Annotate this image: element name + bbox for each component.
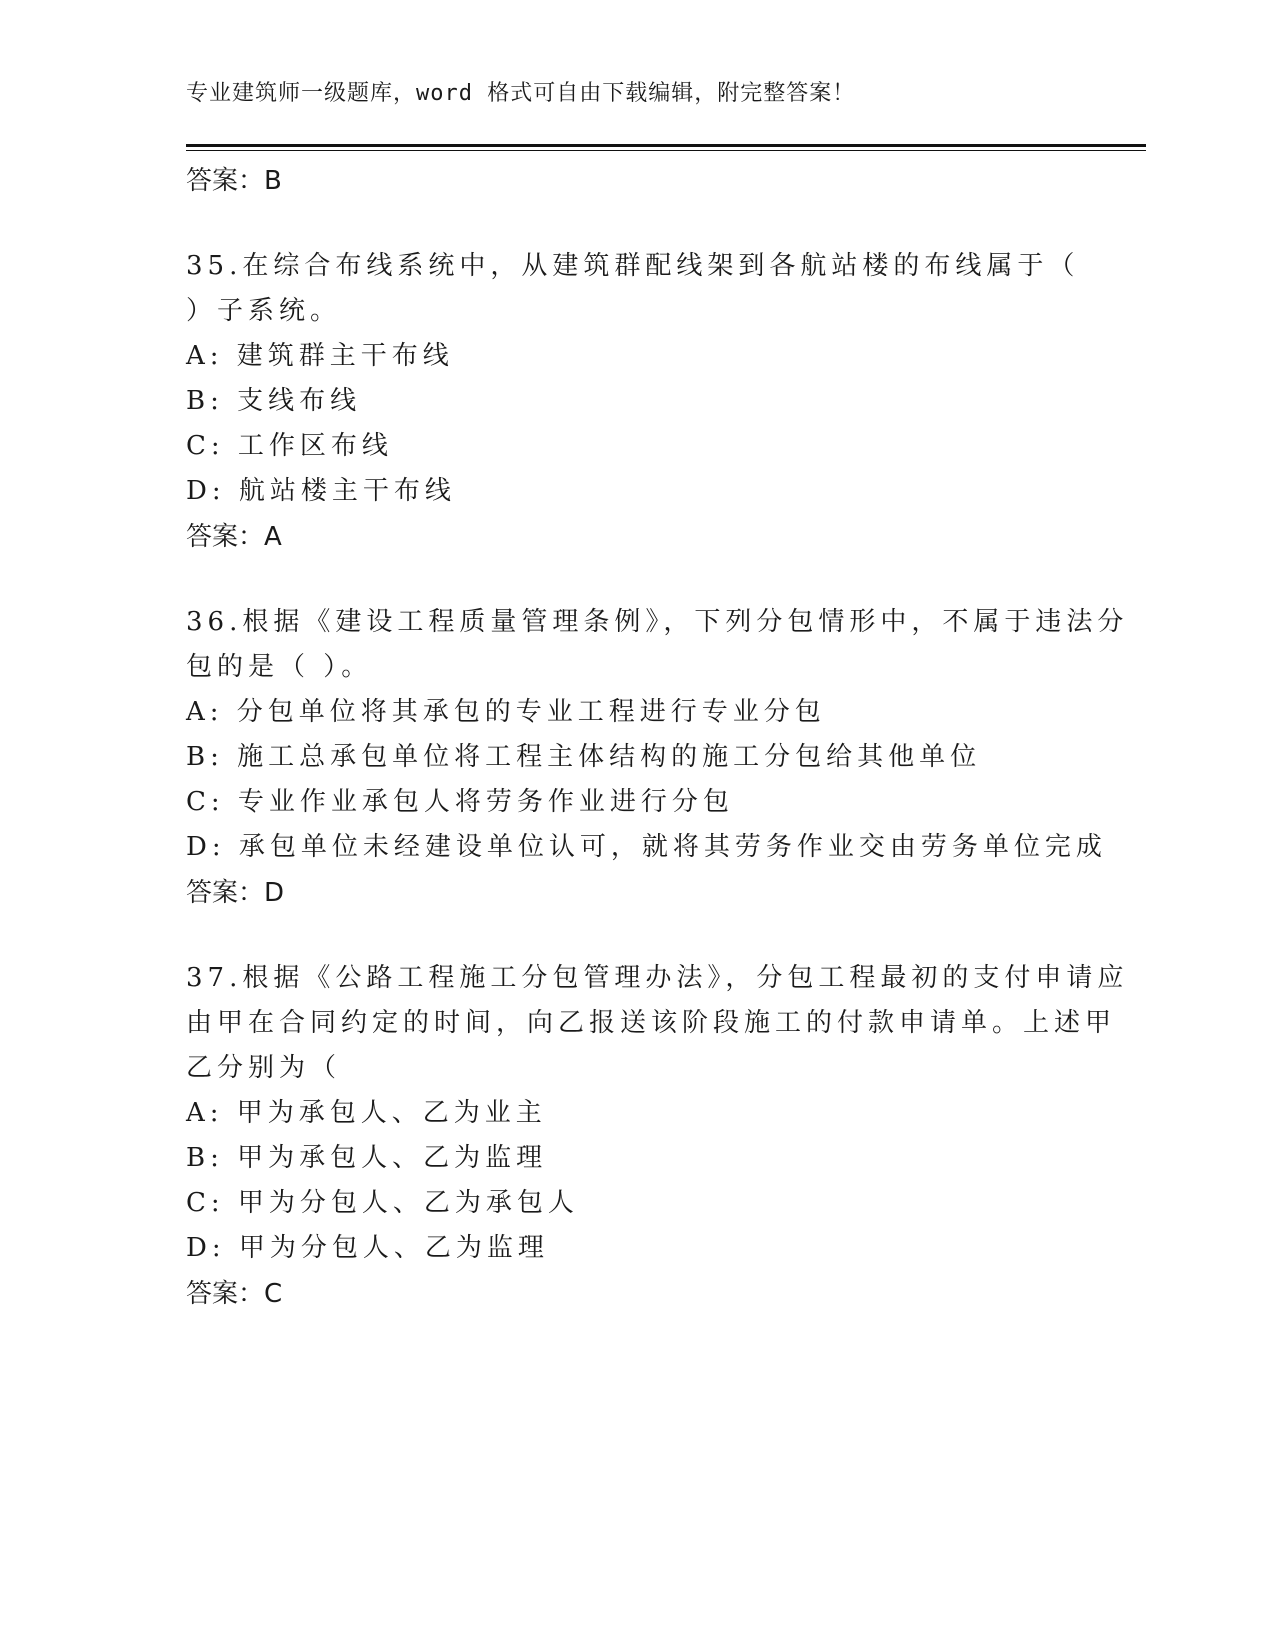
option-b: B: 支线布线 — [186, 386, 362, 416]
option-a: A: 分包单位将其承包的专业工程进行专业分包 — [186, 697, 826, 727]
question-text-line: 36.根据《建设工程质量管理条例》，下列分包情形中，不属于违法分 — [186, 607, 1129, 637]
question-block — [186, 244, 1086, 560]
header-rule-thin — [186, 150, 1146, 151]
option-a: A: 甲为承包人、乙为业主 — [186, 1098, 547, 1128]
question-text-line: 由甲在合同约定的时间，向乙报送该阶段施工的付款申请单。上述甲 — [186, 1008, 1117, 1038]
answer-line: 答案：B — [186, 166, 282, 196]
question-block — [186, 956, 1129, 1317]
option-c: C: 甲为分包人、乙为承包人 — [186, 1188, 579, 1218]
document-body — [186, 158, 1129, 1317]
option-c: C: 工作区布线 — [186, 431, 393, 461]
question-text-line: 包的是（ ）。 — [186, 652, 373, 682]
spacer — [186, 204, 1086, 244]
question-text-line: 乙分别为（ — [186, 1053, 342, 1083]
option-d: D: 甲为分包人、乙为监理 — [186, 1233, 549, 1263]
option-b: B: 施工总承包单位将工程主体结构的施工分包给其他单位 — [186, 742, 982, 772]
question-text-line: 35.在综合布线系统中，从建筑群配线架到各航站楼的布线属于（ — [186, 251, 1080, 281]
spacer — [186, 560, 1086, 600]
page-header: 专业建筑师一级题库，word 格式可自由下载编辑，附完整答案！ — [186, 81, 856, 106]
spacer — [186, 916, 1086, 956]
option-a: A: 建筑群主干布线 — [186, 341, 454, 371]
answer-line: 答案：C — [186, 1279, 283, 1309]
option-b: B: 甲为承包人、乙为监理 — [186, 1143, 548, 1173]
answer-line: 答案：A — [186, 522, 282, 552]
option-d: D: 航站楼主干布线 — [186, 476, 456, 506]
header-rule-thick — [186, 144, 1146, 147]
option-d: D: 承包单位未经建设单位认可，就将其劳务作业交由劳务单位完成 — [186, 832, 1107, 862]
question-block — [186, 600, 1129, 916]
question-text-line: 37.根据《公路工程施工分包管理办法》，分包工程最初的支付申请应 — [186, 963, 1129, 993]
question-text-line: ）子系统。 — [186, 296, 342, 326]
answer-line: 答案：D — [186, 878, 285, 908]
option-c: C: 专业作业承包人将劳务作业进行分包 — [186, 787, 734, 817]
